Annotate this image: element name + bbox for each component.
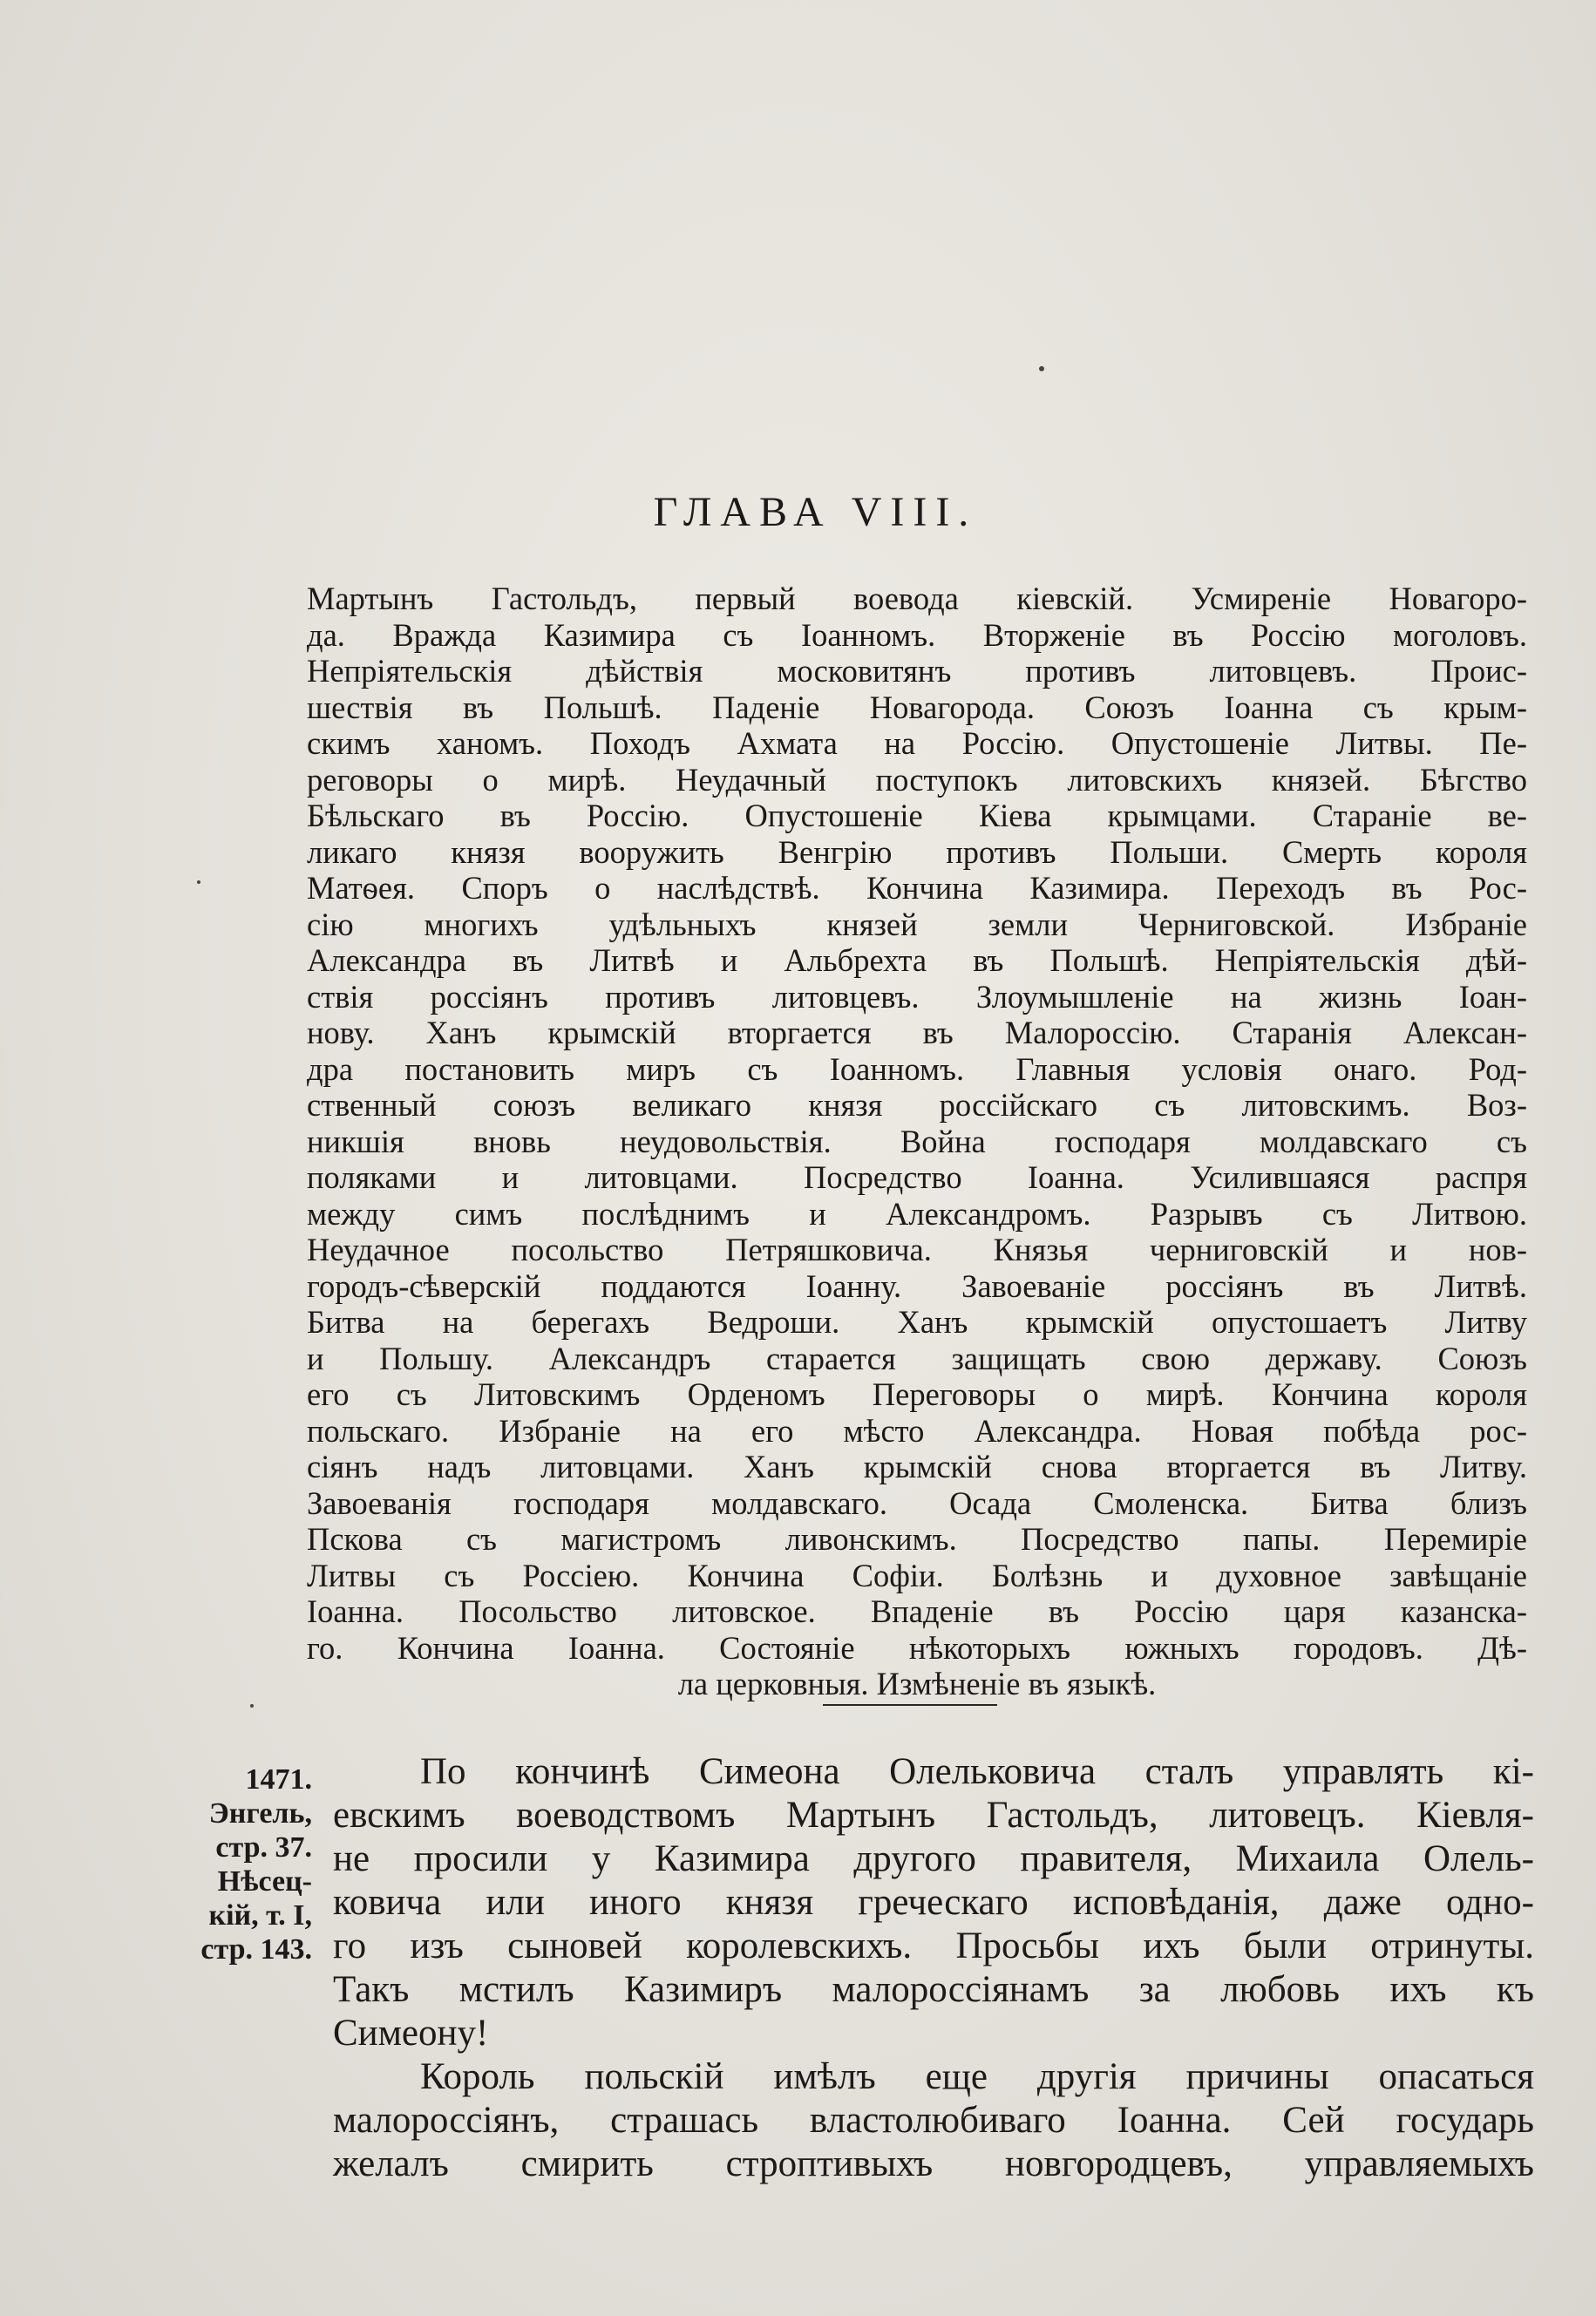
body-line: Такъ мстилъ Казимиръ малороссіянамъ за любовь ихъ къ	[333, 1969, 1534, 2010]
summary-line: ла церковныя. Измѣненіе въ языкѣ.	[677, 1666, 1157, 1701]
summary-line: Неудачное посольство Петряшковича. Князья черниговскій и нов-	[307, 1232, 1527, 1267]
summary-line: Битва на берегахъ Ведроши. Ханъ крымскій опустошаетъ Литву	[307, 1304, 1527, 1340]
margin-note-line: стр. 143.	[200, 1933, 312, 1966]
summary-line: Пскова съ магистромъ ливонскимъ. Посредство папы. Перемиріе	[307, 1521, 1527, 1557]
summary-line: ликаго князя вооружить Венгрію противъ Польши. Смерть короля	[307, 833, 1527, 870]
summary-line: сію многихъ удѣльныхъ князей земли Черниговской. Избраніе	[307, 906, 1527, 942]
summary-line: и Польшу. Александръ старается защищать свою державу. Союзъ	[307, 1340, 1527, 1376]
summary-line: сіянъ надъ литовцами. Ханъ крымскій снова вторгается въ Литву.	[307, 1449, 1527, 1484]
margin-note-line: стр. 37.	[215, 1831, 312, 1864]
body-line: Симеону!	[333, 2013, 489, 2054]
summary-line: Матѳея. Споръ о наслѣдствѣ. Кончина Казимира. Переходъ въ Рос-	[307, 870, 1527, 906]
summary-line: городъ-сѣверскій поддаются Іоанну. Завоеваніе россіянъ въ Литвѣ.	[307, 1267, 1527, 1304]
summary-line: никшія вновь неудовольствія. Война господаря молдавскаго съ	[307, 1123, 1527, 1159]
section-divider	[823, 1704, 997, 1706]
summary-line: го. Кончина Іоанна. Состояніе нѣкоторыхъ южныхъ городовъ. Дѣ-	[307, 1629, 1527, 1666]
summary-line: шествія въ Польшѣ. Паденіе Новагорода. Союзъ Іоанна съ крым-	[307, 689, 1527, 725]
summary-line: скимъ ханомъ. Походъ Ахмата на Россію. Опустошеніе Литвы. Пе-	[307, 725, 1527, 761]
summary-line: Непріятельскія дѣйствія московитянъ противъ литовцевъ. Проис-	[307, 653, 1527, 689]
summary-line: Литвы съ Россіею. Кончина Софіи. Болѣзнь и духовное завѣщаніе	[307, 1557, 1527, 1593]
chapter-summary	[307, 581, 1527, 1702]
ink-speck	[250, 1704, 254, 1708]
ink-speck	[197, 880, 200, 884]
summary-line: ствія россіянъ противъ литовцевъ. Злоумышленіе на жизнь Іоан-	[307, 978, 1527, 1015]
margin-note-line: кій, т. I,	[208, 1899, 312, 1932]
body-line: Король польскій имѣлъ еще другія причины опасаться	[420, 2056, 1534, 2097]
body-line: желалъ смирить строптивыхъ новгородцевъ, управляемыхъ	[333, 2143, 1534, 2184]
body-text	[333, 1750, 1534, 2186]
summary-line: дра постановить миръ съ Іоанномъ. Главныя условія онаго. Род-	[307, 1050, 1527, 1087]
summary-line: Бѣльскаго въ Россію. Опустошеніе Кіева крымцами. Стараніе ве-	[307, 798, 1527, 833]
summary-line: его съ Литовскимъ Орденомъ Переговоры о мирѣ. Кончина короля	[307, 1376, 1527, 1412]
margin-note-line: Нѣсец-	[217, 1865, 312, 1898]
margin-note-line: 1471.	[245, 1763, 312, 1796]
summary-line: поляками и литовцами. Посредство Іоанна. Усилившаяся распря	[307, 1159, 1527, 1195]
summary-line: нову. Ханъ крымскій вторгается въ Малороссію. Старанія Алексан-	[307, 1015, 1527, 1050]
summary-line: ственный союзъ великаго князя россійскаго съ литовскимъ. Воз-	[307, 1087, 1527, 1123]
ink-speck	[1039, 366, 1044, 371]
body-line: не просили у Казимира другого правителя, Михаила Олель-	[333, 1838, 1534, 1879]
chapter-title: ГЛАВА VIII.	[653, 489, 978, 535]
body-line: ковича или иного князя греческаго исповѣданія, даже одно-	[333, 1882, 1534, 1923]
summary-line: реговоры о мирѣ. Неудачный поступокъ литовскихъ князей. Бѣгство	[307, 761, 1527, 798]
summary-line: между симъ послѣднимъ и Александромъ. Разрывъ съ Литвою.	[307, 1195, 1527, 1232]
body-line: По кончинѣ Симеона Олельковича сталъ управлять кі-	[420, 1751, 1534, 1792]
summary-line: Завоеванія господаря молдавскаго. Осада Смоленска. Битва близъ	[307, 1484, 1527, 1521]
margin-note	[162, 1762, 312, 1966]
body-line: го изъ сыновей королевскихъ. Просьбы ихъ были отринуты.	[333, 1925, 1534, 1966]
summary-line: польскаго. Избраніе на его мѣсто Александра. Новая побѣда рос-	[307, 1412, 1527, 1449]
summary-line: Александра въ Литвѣ и Альбрехта въ Польшѣ. Непріятельскія дѣй-	[307, 942, 1527, 978]
body-line: евскимъ воеводствомъ Мартынъ Гастольдъ, литовецъ. Кіевля-	[333, 1795, 1534, 1836]
summary-line: Іоанна. Посольство литовское. Впаденіе въ Россію царя казанска-	[307, 1593, 1527, 1629]
body-line: малороссіянъ, страшась властолюбиваго Іоанна. Сей государь	[333, 2100, 1534, 2141]
margin-note-line: Энгель,	[208, 1797, 312, 1830]
summary-line: да. Вражда Казимира съ Іоанномъ. Вторженіе въ Россію моголовъ.	[307, 616, 1527, 653]
summary-line: Мартынъ Гастольдъ, первый воевода кіевскій. Усмиреніе Новагоро-	[307, 581, 1527, 616]
